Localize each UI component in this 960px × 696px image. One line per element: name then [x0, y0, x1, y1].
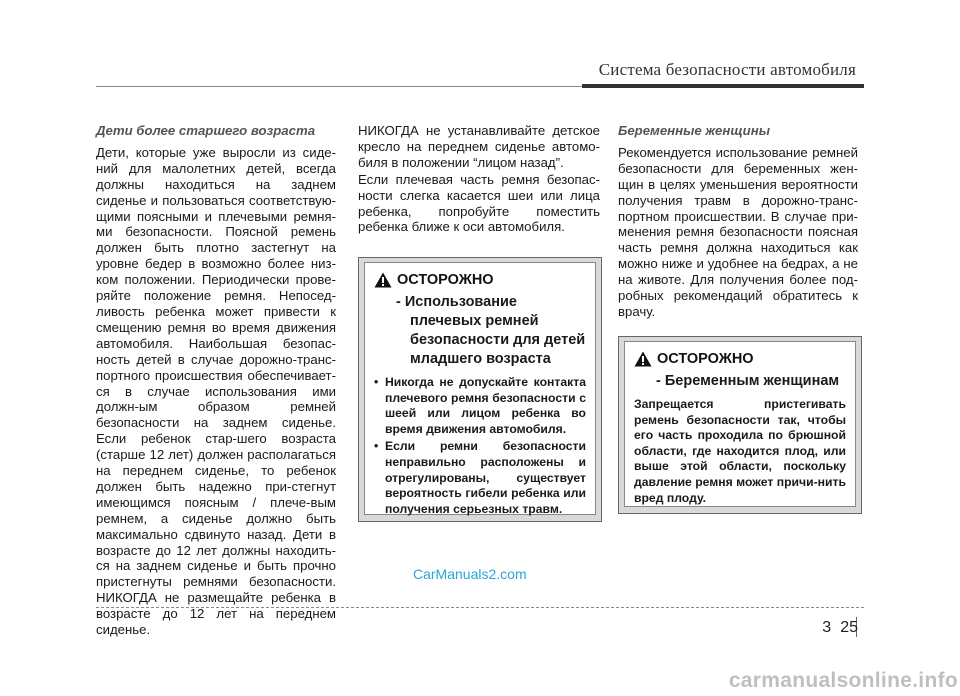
header-bar: [582, 84, 864, 88]
older-children-text: Дети, которые уже выросли из сиде-ний для малолетних детей, всегда должны находиться на заднем сиденье и пользоваться соответствую-щими поясными и плечевыми ремня-ми безопасности. Поясной ремень должен быть плотно застегнут на уровне бедер в возможно более низ-ком положении. Периодически прове-ряйте положение ремня. Непосед-ливость ребенка может привести к смещению ремня во время движения автомобиля. Наибольшая безопас-ность детей в случае дорожно-транс-портного происшествия обеспечивает-ся в случае использования ими должн-ым образом ремней безопасности на заднем сиденье. Если ребенок стар-шего возраста (старше 12 лет) должен располагаться на переднем сиденье, то ребенок должен быть надежно при-стегнут имеющимся поясным / плече-вым ремнем, а сиденье должно быть максимально сдвинуто назад. Дети в возрасте до 12 лет должны находить-ся на заднем сиденье и быть прочно пристегнуты ремнями безопасности. НИКОГДА не размещайте ребенка в возрасте до 12 лет на переднем сиденье.: [96, 144, 336, 638]
warning-bullet-list: [374, 375, 586, 517]
footer-rule: [96, 607, 864, 608]
warning-subtitle-line-1: - Использование: [396, 294, 517, 310]
warning-bullet: • Если ремни безопасности неправильно расположены и отрегулированы, существует вероятность гибели ребенка или получения серьезных травм.: [374, 439, 586, 517]
pregnant-women-text: Рекомендуется использование ремней безопасности для беременных жен-щин в целях уменьшения вероятности получения травм в дорожно-транс-портном происшествии. В случае при-менения ремня безопасности поясная часть ремня должна находиться как можно ниже и удобнее на бедрах, а не на животе. Для получения более под-робных рекомендаций обратитесь к врачу.: [618, 144, 858, 319]
col2-paragraph-2: Если плечевая часть ремня безопас-ности слегка касается шеи или лица ребенка, попробуйте поместить ребенка ближе к оси автомобиля.: [358, 171, 600, 235]
warning-box-children: [358, 257, 602, 522]
warning-subtitle-line-3: безопасности для детей: [410, 332, 586, 348]
page-number-value: 25: [840, 619, 858, 636]
warning-subtitle: - Беременным женщинам: [656, 373, 840, 389]
warning-subtitle-line-4: младшего возраста: [410, 351, 551, 367]
chapter-number: 3: [822, 619, 832, 636]
warning-header: [374, 271, 586, 293]
section-title: Система безопасности автомобиля: [598, 60, 856, 79]
column-1: [96, 123, 336, 639]
warning-bullet: • Никогда не допускайте контакта плечевого ремня безопасности с шеей или лицом ребенка во время движения автомобиля.: [374, 375, 586, 437]
watermark-carmanualsonline: carmanualsonline.info: [728, 669, 958, 692]
page-number: [822, 619, 858, 637]
warning-box-pregnant-inner: [624, 341, 856, 507]
warning-box-pregnant: [618, 336, 862, 514]
warning-title: ОСТОРОЖНО: [657, 351, 754, 367]
warning-header: [634, 350, 846, 372]
column-2: [358, 123, 600, 236]
column-3: [618, 123, 858, 321]
warning-subtitle: [374, 293, 586, 369]
warning-box-children-inner: [364, 262, 596, 515]
warning-triangle-icon: [374, 272, 392, 293]
warning-triangle-icon: [634, 351, 652, 372]
watermark-carmanuals2: CarManuals2.com: [413, 566, 527, 582]
warning-body: Запрещается пристегивать ремень безопасности так, чтобы его часть проходила по брюшной области, где находится плод, или выше этой области, поскольку давление ремня может причи-нить вред плоду.: [634, 397, 846, 505]
pregnant-women-heading: Беременные женщины: [618, 123, 770, 138]
warning-title: ОСТОРОЖНО: [397, 272, 494, 288]
col2-paragraph-1: НИКОГДА не устанавливайте детское кресло на переднем сиденье автомо-биля в положении “лицом назад”.: [358, 123, 600, 170]
warning-subtitle-line-2: плечевых ремней: [410, 313, 539, 329]
older-children-heading: Дети более старшего возраста: [96, 123, 316, 138]
